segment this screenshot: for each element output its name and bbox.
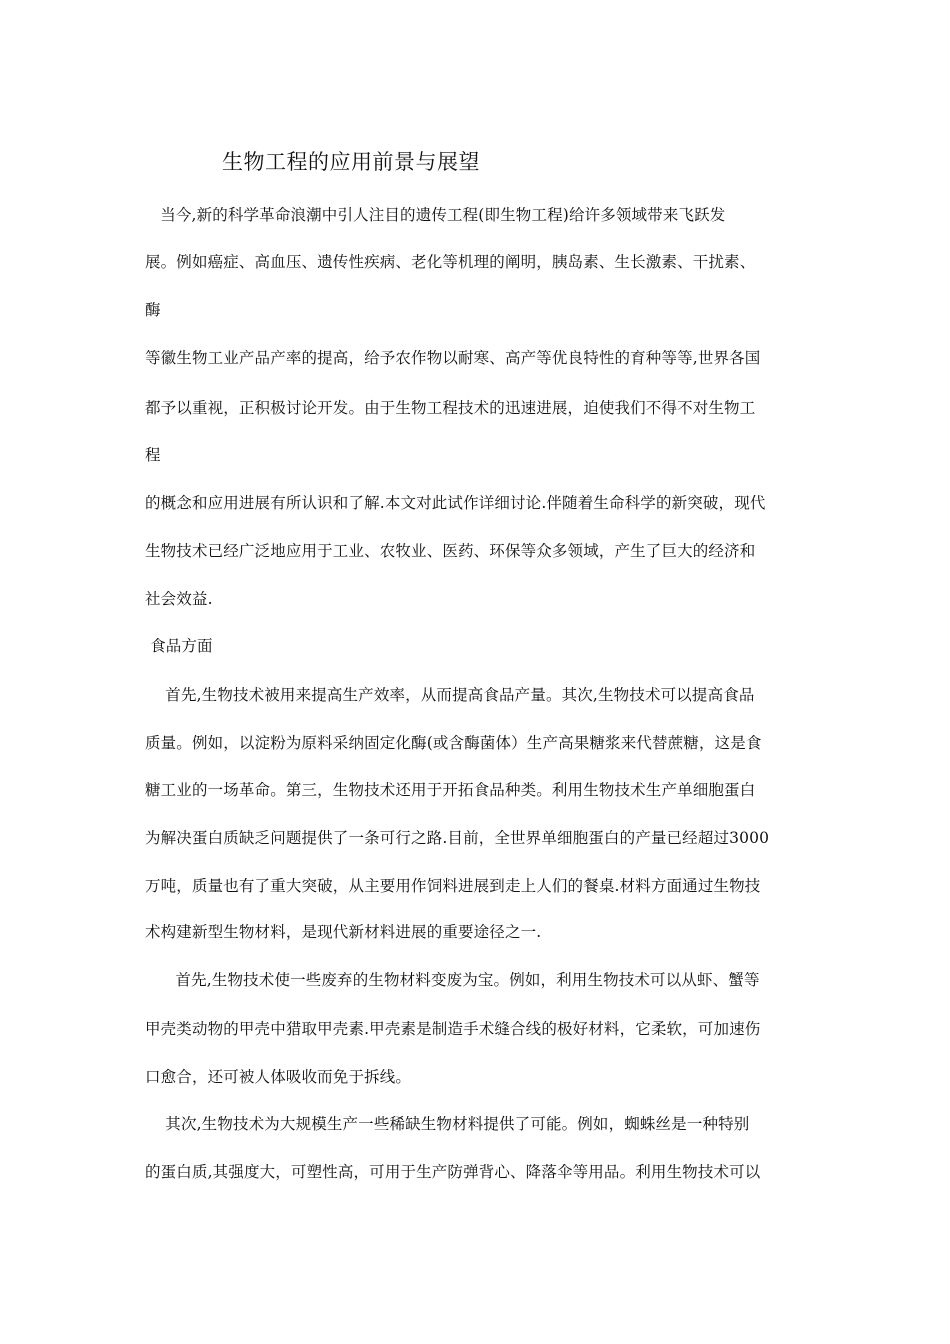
text-line: 术构建新型生物材料，是现代新材料进展的重要途径之一.: [145, 923, 542, 941]
text-line: 糖工业的一场革命。第三，生物技术还用于开拓食品种类。利用生物技术生产单细胞蛋白: [145, 781, 756, 799]
text-line: 生物技术已经广泛地应用于工业、农牧业、医药、环保等众多领域，产生了巨大的经济和: [145, 542, 756, 560]
text-line: 的蛋白质,其强度大，可塑性高，可用于生产防弹背心、降落伞等用品。利用生物技术可以: [145, 1163, 761, 1181]
text-line: 首先,生物技术被用来提高生产效率，从而提高食品产量。其次,生物技术可以提高食品: [145, 686, 755, 704]
text-line: 展。例如癌症、高血压、遗传性疾病、老化等机理的阐明，胰岛素、生长激素、干扰素、: [145, 253, 756, 271]
text-line: 口愈合，还可被人体吸收而免于拆线。: [145, 1068, 412, 1086]
text-line: 为解决蛋白质缺乏问题提供了一条可行之路.目前，全世界单细胞蛋白的产量已经超过3000: [145, 829, 770, 847]
text-line: 的概念和应用进展有所认识和了解.本文对此试作详细讨论.伴随着生命科学的新突破，现代: [145, 494, 766, 512]
text-line: 等徽生物工业产品产率的提高，给予农作物以耐寒、高产等优良特性的育种等等,世界各国: [145, 349, 761, 367]
text-line: 万吨，质量也有了重大突破，从主要用作饲料进展到走上人们的餐桌.材料方面通过生物技: [145, 877, 761, 895]
text-line: 甲壳类动物的甲壳中猎取甲壳素.甲壳素是制造手术缝合线的极好材料，它柔软，可加速伤: [145, 1020, 761, 1038]
text-line: 社会效益.: [145, 590, 213, 608]
text-line: 质量。例如，以淀粉为原料采纳固定化酶(或含酶菌体）生产高果糖浆来代替蔗糖，这是食: [145, 734, 762, 752]
text-line: 程: [145, 446, 161, 464]
text-line: 首先,生物技术使一些废弃的生物材料变废为宝。例如，利用生物技术可以从虾、蟹等: [145, 971, 760, 989]
text-line: 酶: [145, 301, 161, 319]
section-heading: 食品方面: [145, 637, 213, 655]
text-line: 其次,生物技术为大规模生产一些稀缺生物材料提供了可能。例如，蜘蛛丝是一种特别: [145, 1115, 750, 1133]
text-line: 当今,新的科学革命浪潮中引人注目的遗传工程(即生物工程)给许多领域带来飞跃发: [145, 206, 726, 224]
text-line: 都予以重视，正积极讨论开发。由于生物工程技术的迅速进展，迫使我们不得不对生物工: [145, 399, 756, 417]
document-title: 生物工程的应用前景与展望: [222, 150, 480, 174]
